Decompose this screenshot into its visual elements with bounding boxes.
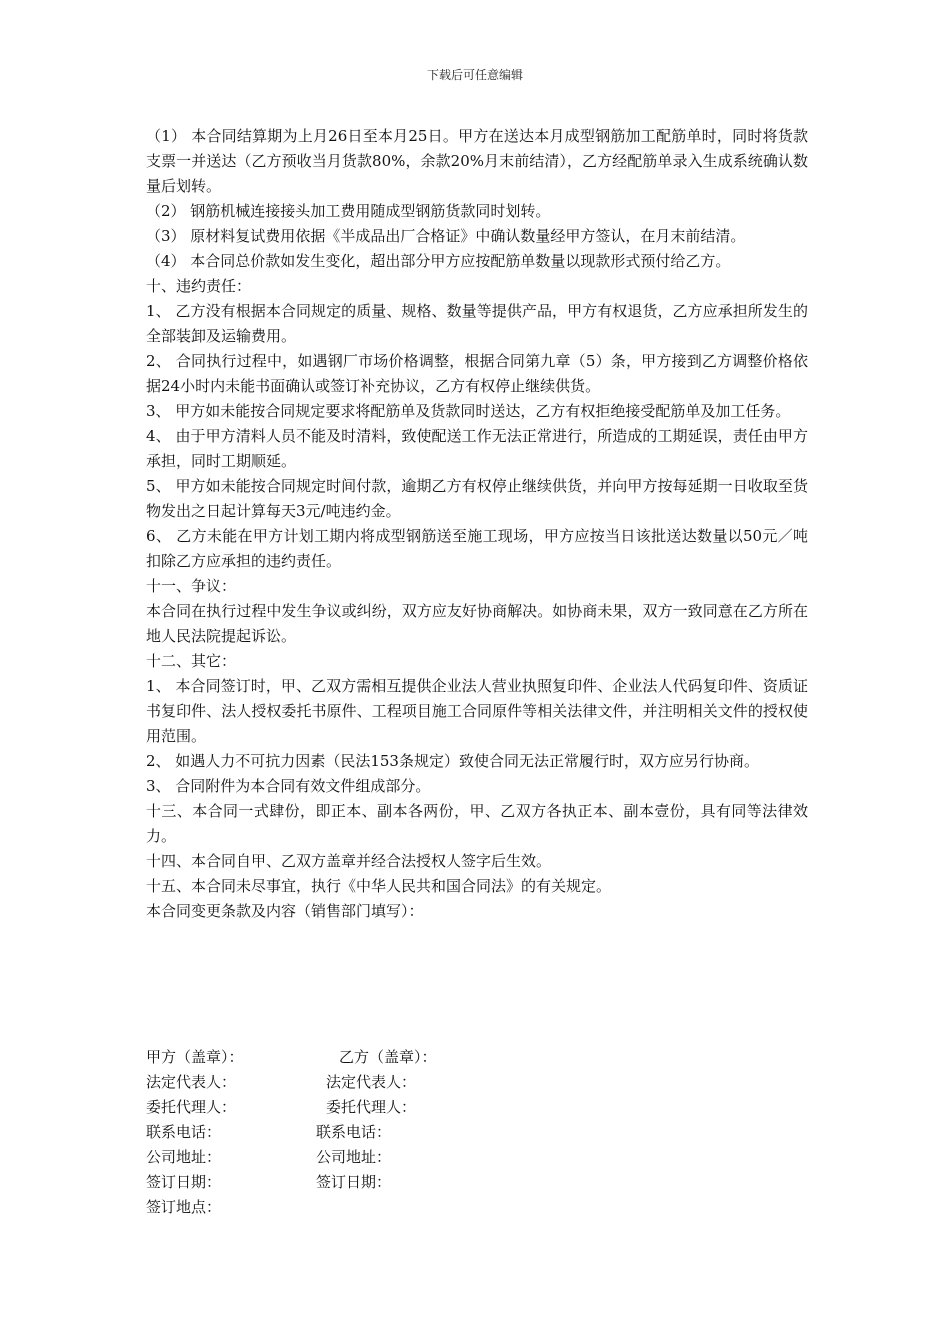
section-heading-breach: 十、违约责任：	[146, 277, 252, 295]
party-a-seal-label: 甲方（盖章）：	[146, 1048, 244, 1066]
contract-body	[146, 124, 808, 924]
section-14-effective: 十四、本合同自甲、乙双方盖章并经合法授权人签字后生效。	[146, 852, 552, 870]
section-heading-dispute: 十一、争议：	[146, 577, 237, 595]
breach-item-3: 3、 甲方如未能按合同规定要求将配筋单及货款同时送达，乙方有权拒绝接受配筋单及加工任务。	[146, 402, 791, 420]
party-b-address-label: 公司地址：	[316, 1148, 392, 1166]
breach-item-4: 4、 由于甲方清料人员不能及时清料，致使配送工作无法正常进行，所造成的工期延误，责任由甲方承担，同时工期顺延。	[146, 427, 808, 470]
other-item-2: 2、 如遇人力不可抗力因素（民法153条规定）致使合同无法正常履行时，双方应另行协商。	[146, 752, 759, 770]
other-item-3: 3、 合同附件为本合同有效文件组成部分。	[146, 777, 431, 795]
page-header-note: 下载后可任意编辑	[426, 68, 523, 82]
clause-settlement-4: （4） 本合同总价款如发生变化，超出部分甲方应按配筋单数量以现款形式预付给乙方。	[146, 252, 731, 270]
clause-settlement-3: （3） 原材料复试费用依据《半成品出厂合格证》中确认数量经甲方签认，在月末前结清。	[146, 227, 746, 245]
party-a-phone-label: 联系电话：	[146, 1123, 222, 1141]
party-b-date-label: 签订日期：	[316, 1173, 392, 1191]
breach-item-2: 2、 合同执行过程中，如遇钢厂市场价格调整，根据合同第九章（5）条，甲方接到乙方调整价格依据24小时内未能书面确认或签订补充协议，乙方有权停止继续供货。	[146, 352, 808, 395]
breach-item-5: 5、 甲方如未能按合同规定时间付款，逾期乙方有权停止继续供货，并向甲方按每延期一日收取至货物发出之日起计算每天3元/吨违约金。	[146, 477, 808, 520]
breach-item-6: 6、 乙方未能在甲方计划工期内将成型钢筋送至施工现场，甲方应按当日该批送达数量以50元／吨扣除乙方应承担的违约责任。	[146, 527, 808, 570]
amendment-label: 本合同变更条款及内容（销售部门填写）：	[146, 902, 424, 920]
other-item-1: 1、 本合同签订时，甲、乙双方需相互提供企业法人营业执照复印件、企业法人代码复印件、资质证书复印件、法人授权委托书原件、工程项目施工合同原件等相关法律文件，并注明相关文件的授权使用范围。	[146, 677, 808, 745]
party-a-address-label: 公司地址：	[146, 1148, 222, 1166]
party-a-representative-label: 法定代表人：	[146, 1073, 237, 1091]
signing-place-label: 签订地点：	[146, 1198, 222, 1216]
section-heading-other: 十二、其它：	[146, 652, 237, 670]
section-13-copies: 十三、本合同一式肆份，即正本、副本各两份，甲、乙双方各执正本、副本壹份，具有同等法律效力。	[146, 802, 808, 845]
party-a-agent-label: 委托代理人：	[146, 1098, 237, 1116]
clause-settlement-2: （2） 钢筋机械连接接头加工费用随成型钢筋货款同时划转。	[146, 202, 551, 220]
clause-settlement-1: （1） 本合同结算期为上月26日至本月25日。甲方在送达本月成型钢筋加工配筋单时，同时将货款支票一并送达（乙方预收当月货款80%，余款20%月末前结清），乙方经配筋单录入生成系统确认数量后划转。	[146, 127, 808, 195]
party-b-phone-label: 联系电话：	[316, 1123, 392, 1141]
dispute-text: 本合同在执行过程中发生争议或纠纷，双方应友好协商解决。如协商未果，双方一致同意在乙方所在地人民法院提起诉讼。	[146, 602, 808, 645]
breach-item-1: 1、 乙方没有根据本合同规定的质量、规格、数量等提供产品，甲方有权退货，乙方应承担所发生的全部装卸及运输费用。	[146, 302, 808, 345]
party-b-seal-label: 乙方（盖章）：	[339, 1048, 437, 1066]
party-b-representative-label: 法定代表人：	[326, 1073, 417, 1091]
party-a-date-label: 签订日期：	[146, 1173, 222, 1191]
party-b-agent-label: 委托代理人：	[326, 1098, 417, 1116]
section-15-unresolved: 十五、本合同未尽事宜，执行《中华人民共和国合同法》的有关规定。	[146, 877, 612, 895]
